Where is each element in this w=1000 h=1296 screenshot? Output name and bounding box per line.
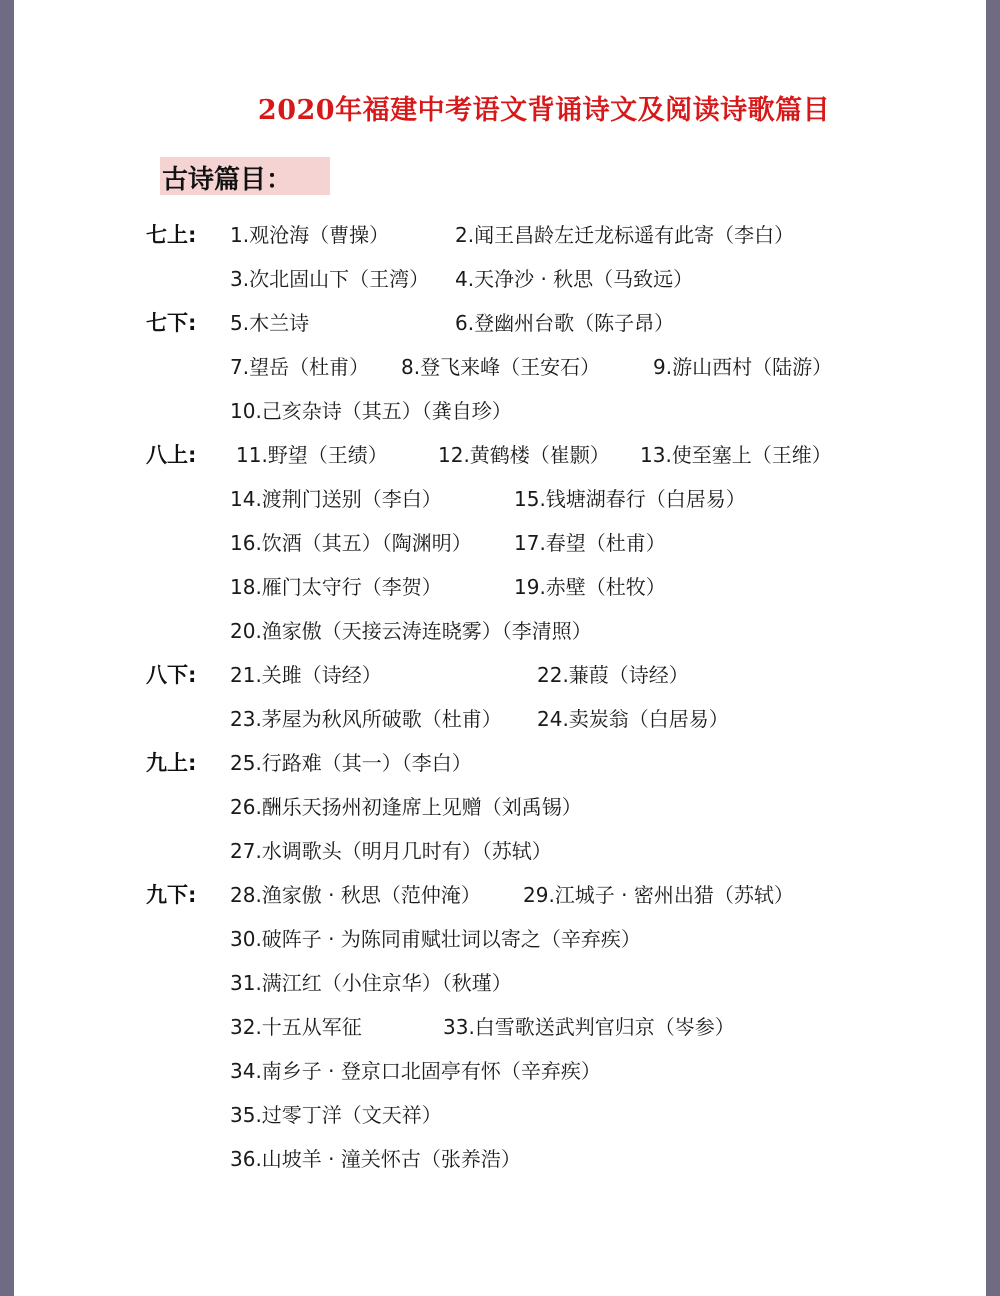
poem-item: 30.破阵子 · 为陈同甫赋壮词以寄之（辛弃疾） <box>230 927 641 951</box>
poem-item: 3.次北固山下（王湾） <box>230 267 430 291</box>
section-label: 古诗篇目： <box>162 165 293 195</box>
poem-item: 33.白雪歌送武判官归京（岑参） <box>443 1015 735 1039</box>
poem-item: 22.蒹葭（诗经） <box>537 663 689 687</box>
poem-item: 1.观沧海（曹操） <box>230 223 390 247</box>
poem-item: 36.山坡羊 · 潼关怀古（张养浩） <box>230 1147 521 1171</box>
poem-item: 10.己亥杂诗（其五）（龚自珍） <box>230 399 512 423</box>
grade-label: 九上: <box>146 751 197 775</box>
poem-item: 13.使至塞上（王维） <box>640 443 832 467</box>
poem-item: 2.闻王昌龄左迁龙标遥有此寄（李白） <box>455 223 795 247</box>
grade-label: 八上: <box>146 443 197 467</box>
poem-item: 9.游山西村（陆游） <box>653 355 833 379</box>
poem-item: 32.十五从军征 <box>230 1015 362 1039</box>
grade-label: 七下: <box>146 311 197 335</box>
poem-item: 16.饮酒（其五）（陶渊明） <box>230 531 472 555</box>
poem-item: 19.赤壁（杜牧） <box>514 575 666 599</box>
poem-item: 21.关雎（诗经） <box>230 663 382 687</box>
grade-label: 八下: <box>146 663 197 687</box>
poem-item: 18.雁门太守行（李贺） <box>230 575 442 599</box>
poem-item: 12.黄鹤楼（崔颢） <box>438 443 610 467</box>
poem-item: 28.渔家傲 · 秋思（范仲淹） <box>230 883 481 907</box>
grade-label: 七上: <box>146 223 197 247</box>
poem-item: 27.水调歌头（明月几时有）（苏轼） <box>230 839 552 863</box>
poem-item: 35.过零丁洋（文天祥） <box>230 1103 442 1127</box>
poem-item: 14.渡荆门送别（李白） <box>230 487 442 511</box>
poem-item: 11.野望（王绩） <box>236 443 388 467</box>
poem-item: 15.钱塘湖春行（白居易） <box>514 487 746 511</box>
poem-item: 7.望岳（杜甫） <box>230 355 370 379</box>
poem-item: 24.卖炭翁（白居易） <box>537 707 729 731</box>
page-title: 2020年福建中考语文背诵诗文及阅读诗歌篇目 <box>257 95 831 126</box>
grade-label: 九下: <box>146 883 197 907</box>
poem-item: 5.木兰诗 <box>230 311 310 335</box>
poem-item: 29.江城子 · 密州出猎（苏轼） <box>523 883 794 907</box>
poem-item: 17.春望（杜甫） <box>514 531 666 555</box>
poem-item: 23.茅屋为秋风所破歌（杜甫） <box>230 707 502 731</box>
poem-item: 25.行路难（其一）（李白） <box>230 751 472 775</box>
document-page <box>14 0 986 1296</box>
poem-item: 4.天净沙 · 秋思（马致远） <box>455 267 694 291</box>
poem-item: 26.酬乐天扬州初逢席上见赠（刘禹锡） <box>230 795 582 819</box>
poem-item: 20.渔家傲（天接云涛连晓雾）（李清照） <box>230 619 592 643</box>
poem-item: 34.南乡子 · 登京口北固亭有怀（辛弃疾） <box>230 1059 601 1083</box>
section-header <box>160 157 330 195</box>
poem-item: 8.登飞来峰（王安石） <box>401 355 601 379</box>
poem-item: 6.登幽州台歌（陈子昂） <box>455 311 675 335</box>
poem-item: 31.满江红（小住京华）（秋瑾） <box>230 971 512 995</box>
